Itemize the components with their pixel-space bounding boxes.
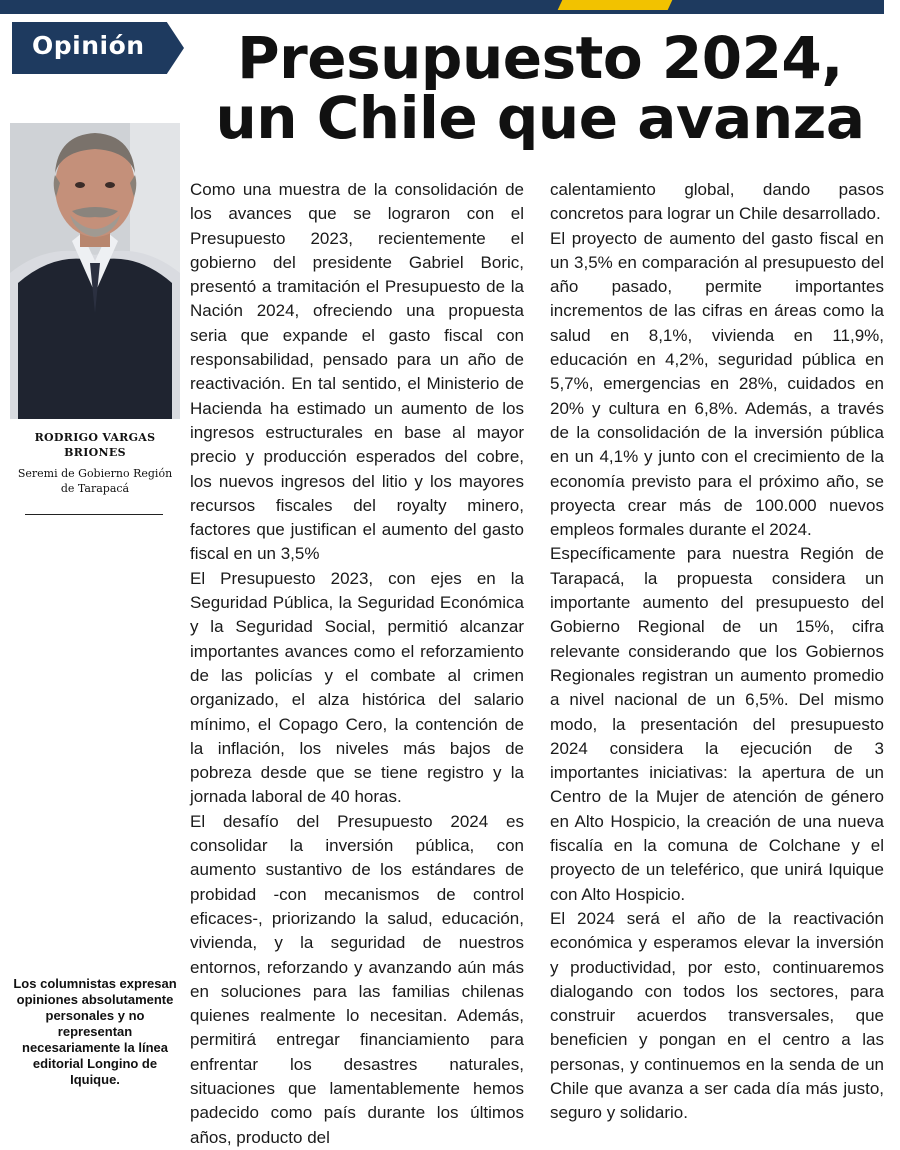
author-name: RODRIGO VARGAS BRIONES (34, 431, 156, 459)
paragraph: Específicamente para nuestra Región de Tarapacá, la propuesta considera un importante aumento del presupuesto del Gobierno Regional de un 15%, cifra relevante considerando que los Gobiernos Regionales registran un aumento promedio a nivel nacional de un 6,5%. Del mismo modo, la presentación del presupuesto 2024 considera la ejecución de 3 importantes iniciativas: la apertura de un Centro de la Mujer de atención de género en Alto Hospicio, la creación de una nueva fiscalía en la comuna de Colchane y el proyecto de un teleférico, que unirá Iquique con Alto Hospicio. (550, 544, 884, 904)
masthead-strip (0, 0, 900, 18)
paragraph: Como una muestra de la consolidación de los avances que se lograron con el Presupuesto 2023, recientemente el gobierno del presidente Gabriel Boric, presentó a tramitación el Presupuesto de la Nación 2024, ofreciendo una propuesta seria que expande el gasto fiscal con responsabilidad, pensado para un año de reactivación. En tal sentido, el Ministerio de Hacienda ha estimado un aumento de los ingresos estructurales en base al mayor precio y producción esperados del cobre, los nuevos ingresos del litio y los mayores recursos fiscales del royalty minero, factores que justifican el aumento del gasto fiscal en un 3,5% (190, 180, 524, 564)
author-role: Seremi de Gobierno Región de Tarapacá (17, 467, 173, 495)
article-title: Presupuesto 2024, un Chile que avanza (215, 24, 865, 152)
disclaimer: Los columnistas expresan opiniones absolutamente personales y no representan necesariamente la línea editorial Longino de Iquique. (13, 976, 177, 1087)
article-column-2 (550, 178, 884, 1126)
masthead-accent (558, 0, 673, 10)
author-photo (10, 123, 180, 419)
paragraph: El proyecto de aumento del gasto fiscal en un 3,5% en comparación al presupuesto del año pasado, permite importantes incrementos de las cifras en áreas como la salud en 8,1%, vivienda en 11,9%, educación en 4,2%, seguridad pública en 5,7%, emergencias en 28%, cuidados en 20% y cultura en 6,8%. Además, a través de la consolidación de la inversión pública en un 4,1% y junto con el crecimiento de la economía previsto para el próximo año, se proyecta crear más de 100.000 nuevos empleos formales durante el 2024. (550, 228, 884, 540)
article-column-1 (190, 178, 524, 1150)
author-block (12, 430, 178, 496)
author-divider (25, 514, 163, 515)
paragraph: El 2024 será el año de la reactivación económica y esperamos elevar la inversión y productividad, por esto, continuaremos dialogando con todos los sectores, para construir acuerdos transversales, que beneficien y pongan en el centro a las personas, y continuemos en la senda de un Chile que avanza a ser cada día más justo, seguro y solidario. (550, 908, 884, 1123)
section-label: Opinión (32, 31, 145, 60)
paragraph: calentamiento global, dando pasos concretos para lograr un Chile desarrollado. (550, 180, 884, 224)
masthead-divider (0, 14, 884, 18)
paragraph: El desafío del Presupuesto 2024 es consolidar la inversión pública, con aumento sustantivo de los estándares de probidad -con mecanismos de control eficaces-, priorizando la salud, educación, vivienda, y la seguridad de nuestros entornos, reforzando y avanzando aún más en soluciones para las familias chilenas quienes realmente lo necesitan. Además, permitirá entregar financiamiento para enfrentar los desastres naturales, situaciones que lamentablemente hemos padecido como país durante los últimos años, producto del (190, 811, 524, 1147)
paragraph: El Presupuesto 2023, con ejes en la Seguridad Pública, la Seguridad Económica y la Seguridad Social, permitió alcanzar importantes avances como el reforzamiento de las policías y el combate al crimen organizado, el alza histórica del salario mínimo, el Copago Cero, la contención de la inflación, los niveles más bajos de pobreza desde que se tiene registro y la jornada laboral de 40 horas. (190, 568, 524, 807)
section-tab (12, 22, 184, 74)
